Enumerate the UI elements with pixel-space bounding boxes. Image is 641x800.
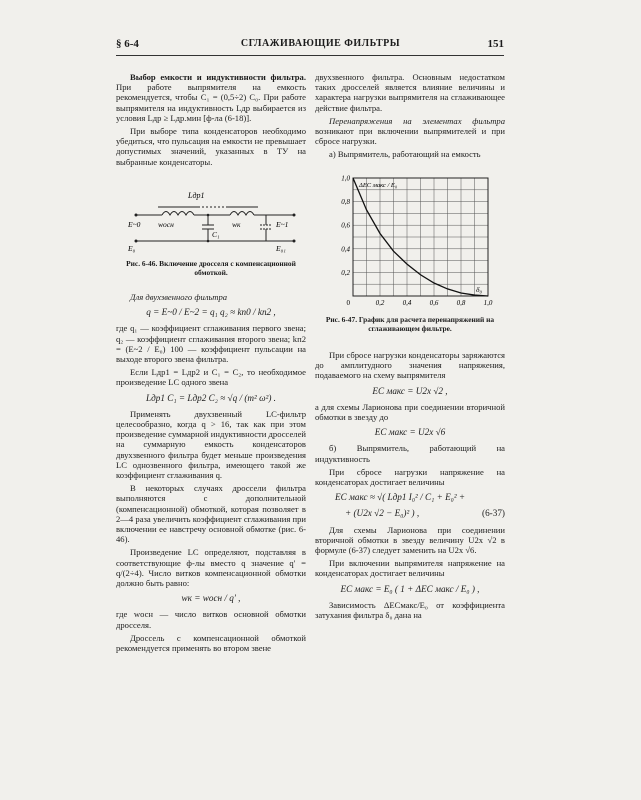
equation: EC макс = E₀ ( 1 + ΔEC макс / E₀ ) , (340, 583, 480, 594)
paragraph: а для схемы Ларионова при соединении вторичной обмотки в звезду до (315, 401, 505, 423)
paragraph: При включении выпрямителя напряжение на конденсаторах достигает величины (315, 558, 505, 579)
y-tick-label: 0,6 (341, 221, 350, 230)
equation: EC макс = U2x √6 (374, 427, 446, 438)
paragraph: Произведение LC определяют, подставляя в соответствующие ф-лы вместо q значение q′ = q/(2÷4). Число витков компенсационной обмотки должно быть равно: (116, 547, 306, 589)
paragraph (315, 116, 505, 147)
paragraph: где q₁ — коэффициент сглаживания первого звена; q₂ — коэффициент сглаживания второго звена; kп2 = (E~2 / E₀) 100 — коэффициент пульсации на выходе второго звена фильтра. (116, 323, 306, 365)
equation-line (315, 508, 505, 518)
paragraph: При сбросе нагрузки напряжение на конденсаторах достигает величины (315, 466, 505, 488)
paragraph-heading: Перенапряжения на элементах фильтра (329, 115, 505, 126)
header-rule (116, 55, 504, 56)
equation: + (U2x √2 − E₀)² ) , (345, 508, 420, 519)
x-tick-label: 0,2 (375, 299, 385, 307)
label-e01: E₀₁ (276, 244, 286, 253)
label-e0: E₀ (128, 244, 136, 253)
y-tick-label: 0,4 (341, 245, 350, 254)
label-eout: E~1 (276, 220, 289, 229)
figure-caption: Рис. 6-47. График для расчета перенапряжений на сглаживающем фильтре. (325, 315, 495, 333)
choke-circuit-diagram (128, 185, 304, 255)
left-column (116, 72, 306, 170)
equation: wк = wосн / q′ , (181, 593, 241, 604)
paragraph: При выборе типа конденсаторов необходимо убедиться, что пульсация на емкости не превышает допустимых значений, указанных в ТУ на выбранные конденсаторы. (116, 126, 306, 167)
paragraph: Зависимость ΔECмакс/E₀ от коэффициента затухания фильтра δ₀ дана на (315, 599, 505, 621)
paragraph (116, 72, 306, 123)
paragraph-text: При работе выпрямителя на емкость рекомендуется, чтобы C₁ = (0,5÷2) C₀. При работе выпрямителя на индуктивность Lдр выбирается из условия Lдр ≥ Lдр.мин [ф-ла (6-18)]. (116, 82, 306, 123)
y-axis-label: ΔEC макс / E₀ (359, 182, 398, 189)
paragraph-heading: Выбор емкости и индуктивности фильтра. (130, 72, 306, 82)
paragraph: Дроссель с компенсационной обмоткой рекомендуется применять во втором звене (116, 632, 306, 654)
origin-label: 0 (346, 299, 350, 307)
paragraph: Для схемы Ларионова при соединении вторичной обмотки в звезду величину U2x √2 в формуле (6-37) следует заменить на U2x √6. (315, 524, 505, 556)
x-tick-label: 0,4 (402, 299, 412, 307)
equation: Lдр1 C₁ = Lдр2 C₂ ≈ √q / (m² ω²) . (146, 392, 276, 403)
paragraph: двухзвенного фильтра. Основным недостатком таких дросселей является влияние величины и характера нагрузки выпрямителя на сглаживающее действие фильтра. (315, 72, 505, 113)
equation: EC макс = U2x √2 , (372, 385, 448, 396)
x-axis-label: δ₀ (476, 285, 483, 294)
label-ein: E~0 (128, 220, 141, 229)
overvoltage-chart (325, 170, 500, 310)
y-tick-label: 0,2 (341, 268, 350, 277)
paragraph: а) Выпрямитель, работающий на емкость (329, 149, 481, 160)
y-tick-label: 0,8 (341, 198, 350, 207)
page-number: 151 (487, 38, 504, 50)
figure-caption: Рис. 6-46. Включение дросселя с компенсационной обмоткой. (126, 259, 296, 277)
paragraph: Если Lдр1 = Lдр2 и C₁ = C₂, то необходимое произведение LC одного звена (116, 367, 306, 388)
section-number: § 6-4 (116, 38, 139, 50)
equation: q = E~0 / E~2 = q₁ q₂ ≈ kп0 / kп2 , (146, 307, 276, 318)
left-column-lower (116, 292, 306, 656)
paragraph: При сбросе нагрузки конденсаторы заряжаются до амплитудного значения напряжения, подаваемого на схему выпрямителя (315, 350, 505, 381)
label-ldr: Lдр1 (188, 191, 205, 200)
x-tick-label: 0,8 (456, 299, 466, 307)
x-tick-label: 0,6 (429, 299, 439, 307)
y-tick-label: 1,0 (341, 174, 350, 183)
paragraph: В некоторых случаях дроссели фильтра выполняются с дополнительной (компенсационной) обмоткой, которая позволяет в 2—4 раза увеличить коэффициент сглаживания при включении ее навстречу основной обмотке (рис. 6-46). (116, 483, 306, 545)
label-c1: C₁ (212, 230, 220, 239)
right-column-lower (315, 350, 505, 623)
x-tick-label: 1,0 (483, 299, 493, 307)
paragraph: где wосн — число витков основной обмотки дросселя. (116, 609, 306, 630)
paragraph: б) Выпрямитель, работающий на индуктивность (315, 443, 505, 464)
right-column (315, 72, 505, 163)
label-wk: wк (232, 220, 241, 229)
equation-number: (6-37) (482, 508, 505, 519)
equation: EC макс ≈ √( Lдр1 I₀² / C₁ + E₀² + (335, 492, 466, 503)
paragraph: Применять двухзвенный LC-фильтр целесообразно, когда q > 16, так как при этом произведение суммарной индуктивности дросселей на суммарную емкость конденсаторов двухзвенного фильтра будет меньше произведения LC однозвенного фильтра, имеющего такой же коэффициент сглаживания q. (116, 408, 306, 481)
paragraph-text: возникают при включении выпрямителей и при сбросе нагрузки. (315, 126, 505, 147)
running-title: СГЛАЖИВАЮЩИЕ ФИЛЬТРЫ (240, 38, 401, 49)
label-wosn: wосн (158, 220, 174, 229)
subheading: Для двухзвенного фильтра (130, 292, 228, 302)
